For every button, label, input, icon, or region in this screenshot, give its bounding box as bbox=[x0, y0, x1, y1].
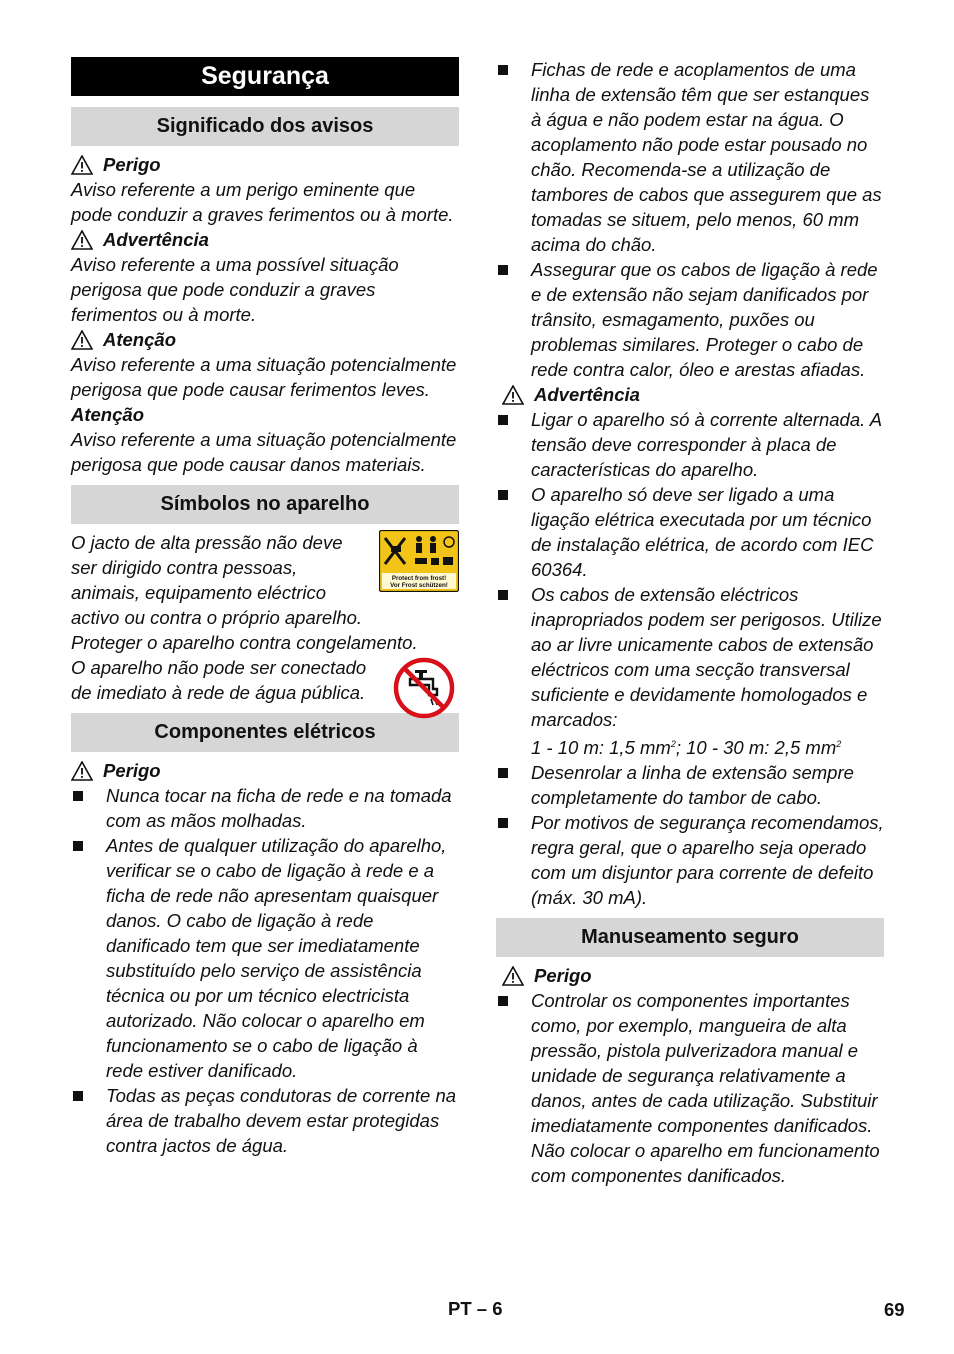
list-item bbox=[496, 407, 884, 482]
bullet-square-icon bbox=[498, 996, 508, 1006]
caution-description: Aviso referente a uma situação potencialmente perigosa que pode causar ferimentos leves. bbox=[71, 354, 457, 400]
bullet-square-icon bbox=[498, 65, 508, 75]
caution-material-label bbox=[71, 402, 459, 427]
list-item bbox=[71, 833, 459, 1083]
warning-label-text: Advertência bbox=[534, 384, 640, 405]
list-item bbox=[496, 57, 884, 257]
section-heading-electrical: Componentes elétricos bbox=[71, 713, 459, 752]
label-text-en: Protect from frost! bbox=[391, 575, 447, 582]
list-item bbox=[71, 1083, 459, 1158]
bullet-square-icon bbox=[498, 768, 508, 778]
symbol-highpressure-text: O jacto de alta pressão não deve ser dirigido contra pessoas, animais, equipamento eléctrico activo ou contra o próprio aparelho. bbox=[71, 532, 363, 628]
right-column bbox=[496, 57, 884, 1188]
page-title: Segurança bbox=[71, 57, 459, 96]
symbol-frost-text: Proteger o aparelho contra congelamento. bbox=[71, 632, 418, 653]
section-heading-warnings: Significado dos avisos bbox=[71, 107, 459, 146]
high-pressure-warning-label-icon bbox=[379, 530, 459, 592]
list-item-text: Controlar os componentes importantes como, por exemplo, mangueira de alta pressão, pistola pulverizadora manual e unidade de segurança relativamente a danos, antes de cada utilização. Substituir imediatamente componentes danificados. Não colocar o aparelho em funcionamento com componentes danificados. bbox=[531, 990, 880, 1187]
danger-label-text: Perigo bbox=[534, 965, 592, 987]
section-heading-symbols: Símbolos no aparelho bbox=[71, 485, 459, 524]
warning-label-electrical bbox=[502, 382, 884, 407]
warning-description: Aviso referente a uma possível situação perigosa que pode conduzir a graves ferimentos ou à morte. bbox=[71, 254, 399, 325]
caution-label bbox=[71, 327, 459, 352]
bullet-square-icon bbox=[73, 841, 83, 851]
extension-cable-item bbox=[531, 582, 884, 760]
page-number: 69 bbox=[884, 1299, 905, 1320]
list-item-text: Fichas de rede e acoplamentos de uma linha de extensão têm que ser estanques à água e não podem estar na água. O acoplamento não pode estar pousado no chão. Recomenda-se a utilização de tambores de cabos que assegurem que as tomadas se situem, pelo menos, 60 mm acima do chão. bbox=[531, 59, 882, 255]
danger-label-handling bbox=[502, 963, 884, 988]
bullet-square-icon bbox=[498, 265, 508, 275]
list-item-text: Ligar o aparelho só à corrente alternada. A tensão deve corresponder à placa de características do aparelho. bbox=[531, 409, 882, 480]
superscript: 2 bbox=[670, 739, 676, 749]
bullet-square-icon bbox=[498, 490, 508, 500]
list-item-text: O aparelho só deve ser ligado a uma ligação elétrica executada por um técnico de instalação elétrica, de acordo com IEC 60364. bbox=[531, 484, 874, 580]
bullet-square-icon bbox=[498, 818, 508, 828]
danger-label-text: Perigo bbox=[103, 760, 161, 781]
warning-triangle-icon bbox=[71, 330, 93, 350]
cable-spec-short: 1 - 10 m: 1,5 mm bbox=[531, 737, 671, 759]
warning-triangle-icon bbox=[502, 385, 524, 405]
list-item bbox=[496, 257, 884, 382]
warning-triangle-icon bbox=[502, 966, 524, 986]
list-item-text: Nunca tocar na ficha de rede e na tomada com as mãos molhadas. bbox=[106, 785, 452, 831]
page-label: PT – 6 bbox=[448, 1298, 503, 1319]
warning-label bbox=[71, 227, 459, 252]
danger-label-electrical bbox=[71, 758, 459, 783]
cable-spec-long: ; 10 - 30 m: 2,5 mm bbox=[675, 737, 837, 759]
list-item-text: Todas as peças condutoras de corrente na área de trabalho devem estar protegidas contra jactos de água. bbox=[106, 1085, 457, 1156]
list-item-text: Antes de qualquer utilização do aparelho, verificar se o cabo de ligação à rede e a ficha de rede não apresentam quaisquer danos. O cabo de ligação à rede danificado tem que ser imediatamente substituído pelo serviço de assistência técnica ou por um técnico electricista autorizado. Não colocar o aparelho em funcionamento se o cabo de ligação à rede estiver danificado. bbox=[106, 835, 447, 1081]
danger-description: Aviso referente a um perigo eminente que pode conduzir a graves ferimentos ou à morte. bbox=[71, 179, 454, 225]
left-column bbox=[71, 57, 459, 1158]
list-item bbox=[496, 988, 884, 1188]
section-heading-safe-handling: Manuseamento seguro bbox=[496, 918, 884, 957]
list-item bbox=[496, 760, 884, 810]
symbol-water-block bbox=[71, 655, 459, 705]
warning-triangle-icon bbox=[71, 761, 93, 781]
symbol-water-text: O aparelho não pode ser conectado de imediato à rede de água pública. bbox=[71, 657, 367, 703]
bullet-square-icon bbox=[73, 1091, 83, 1101]
list-item bbox=[496, 810, 884, 910]
symbol-highpressure-block bbox=[71, 530, 459, 630]
caution-material-description: Aviso referente a uma situação potencialmente perigosa que pode causar danos materiais. bbox=[71, 429, 457, 475]
warning-triangle-icon bbox=[71, 230, 93, 250]
extension-cable-text: Os cabos de extensão eléctricos inapropriados podem ser perigosos. Utilize ao ar livre unicamente cabos de extensão eléctricos com uma secção transversal suficiente e devidamente homologados e marcados: bbox=[531, 584, 882, 730]
list-item-text: Por motivos de segurança recomendamos, regra geral, que o aparelho seja operado com um disjuntor para corrente de defeito (máx. 30 mA). bbox=[531, 812, 884, 909]
bullet-square-icon bbox=[73, 791, 83, 801]
warning-triangle-icon bbox=[71, 155, 93, 175]
bullet-square-icon bbox=[498, 415, 508, 425]
list-item-text: Assegurar que os cabos de ligação à rede e de extensão não sejam danificados por trânsito, esmagamento, puxões ou problemas similares. Proteger o cabo de rede contra calor, óleo e arestas afiadas. bbox=[531, 259, 878, 380]
caution-material-label-text: Atenção bbox=[71, 404, 144, 425]
list-item bbox=[71, 783, 459, 833]
label-text-de: Vor Frost schützen! bbox=[390, 582, 448, 589]
list-item-text: Desenrolar a linha de extensão sempre completamente do tambor de cabo. bbox=[531, 762, 854, 809]
danger-label-text: Perigo bbox=[103, 154, 161, 175]
list-item bbox=[496, 482, 884, 582]
bullet-square-icon bbox=[498, 590, 508, 600]
danger-label bbox=[71, 152, 459, 177]
superscript: 2 bbox=[836, 739, 842, 749]
caution-label-text: Atenção bbox=[103, 329, 176, 350]
no-direct-water-connection-icon bbox=[393, 657, 455, 719]
warning-label-text: Advertência bbox=[103, 229, 209, 250]
list-item bbox=[496, 582, 884, 760]
